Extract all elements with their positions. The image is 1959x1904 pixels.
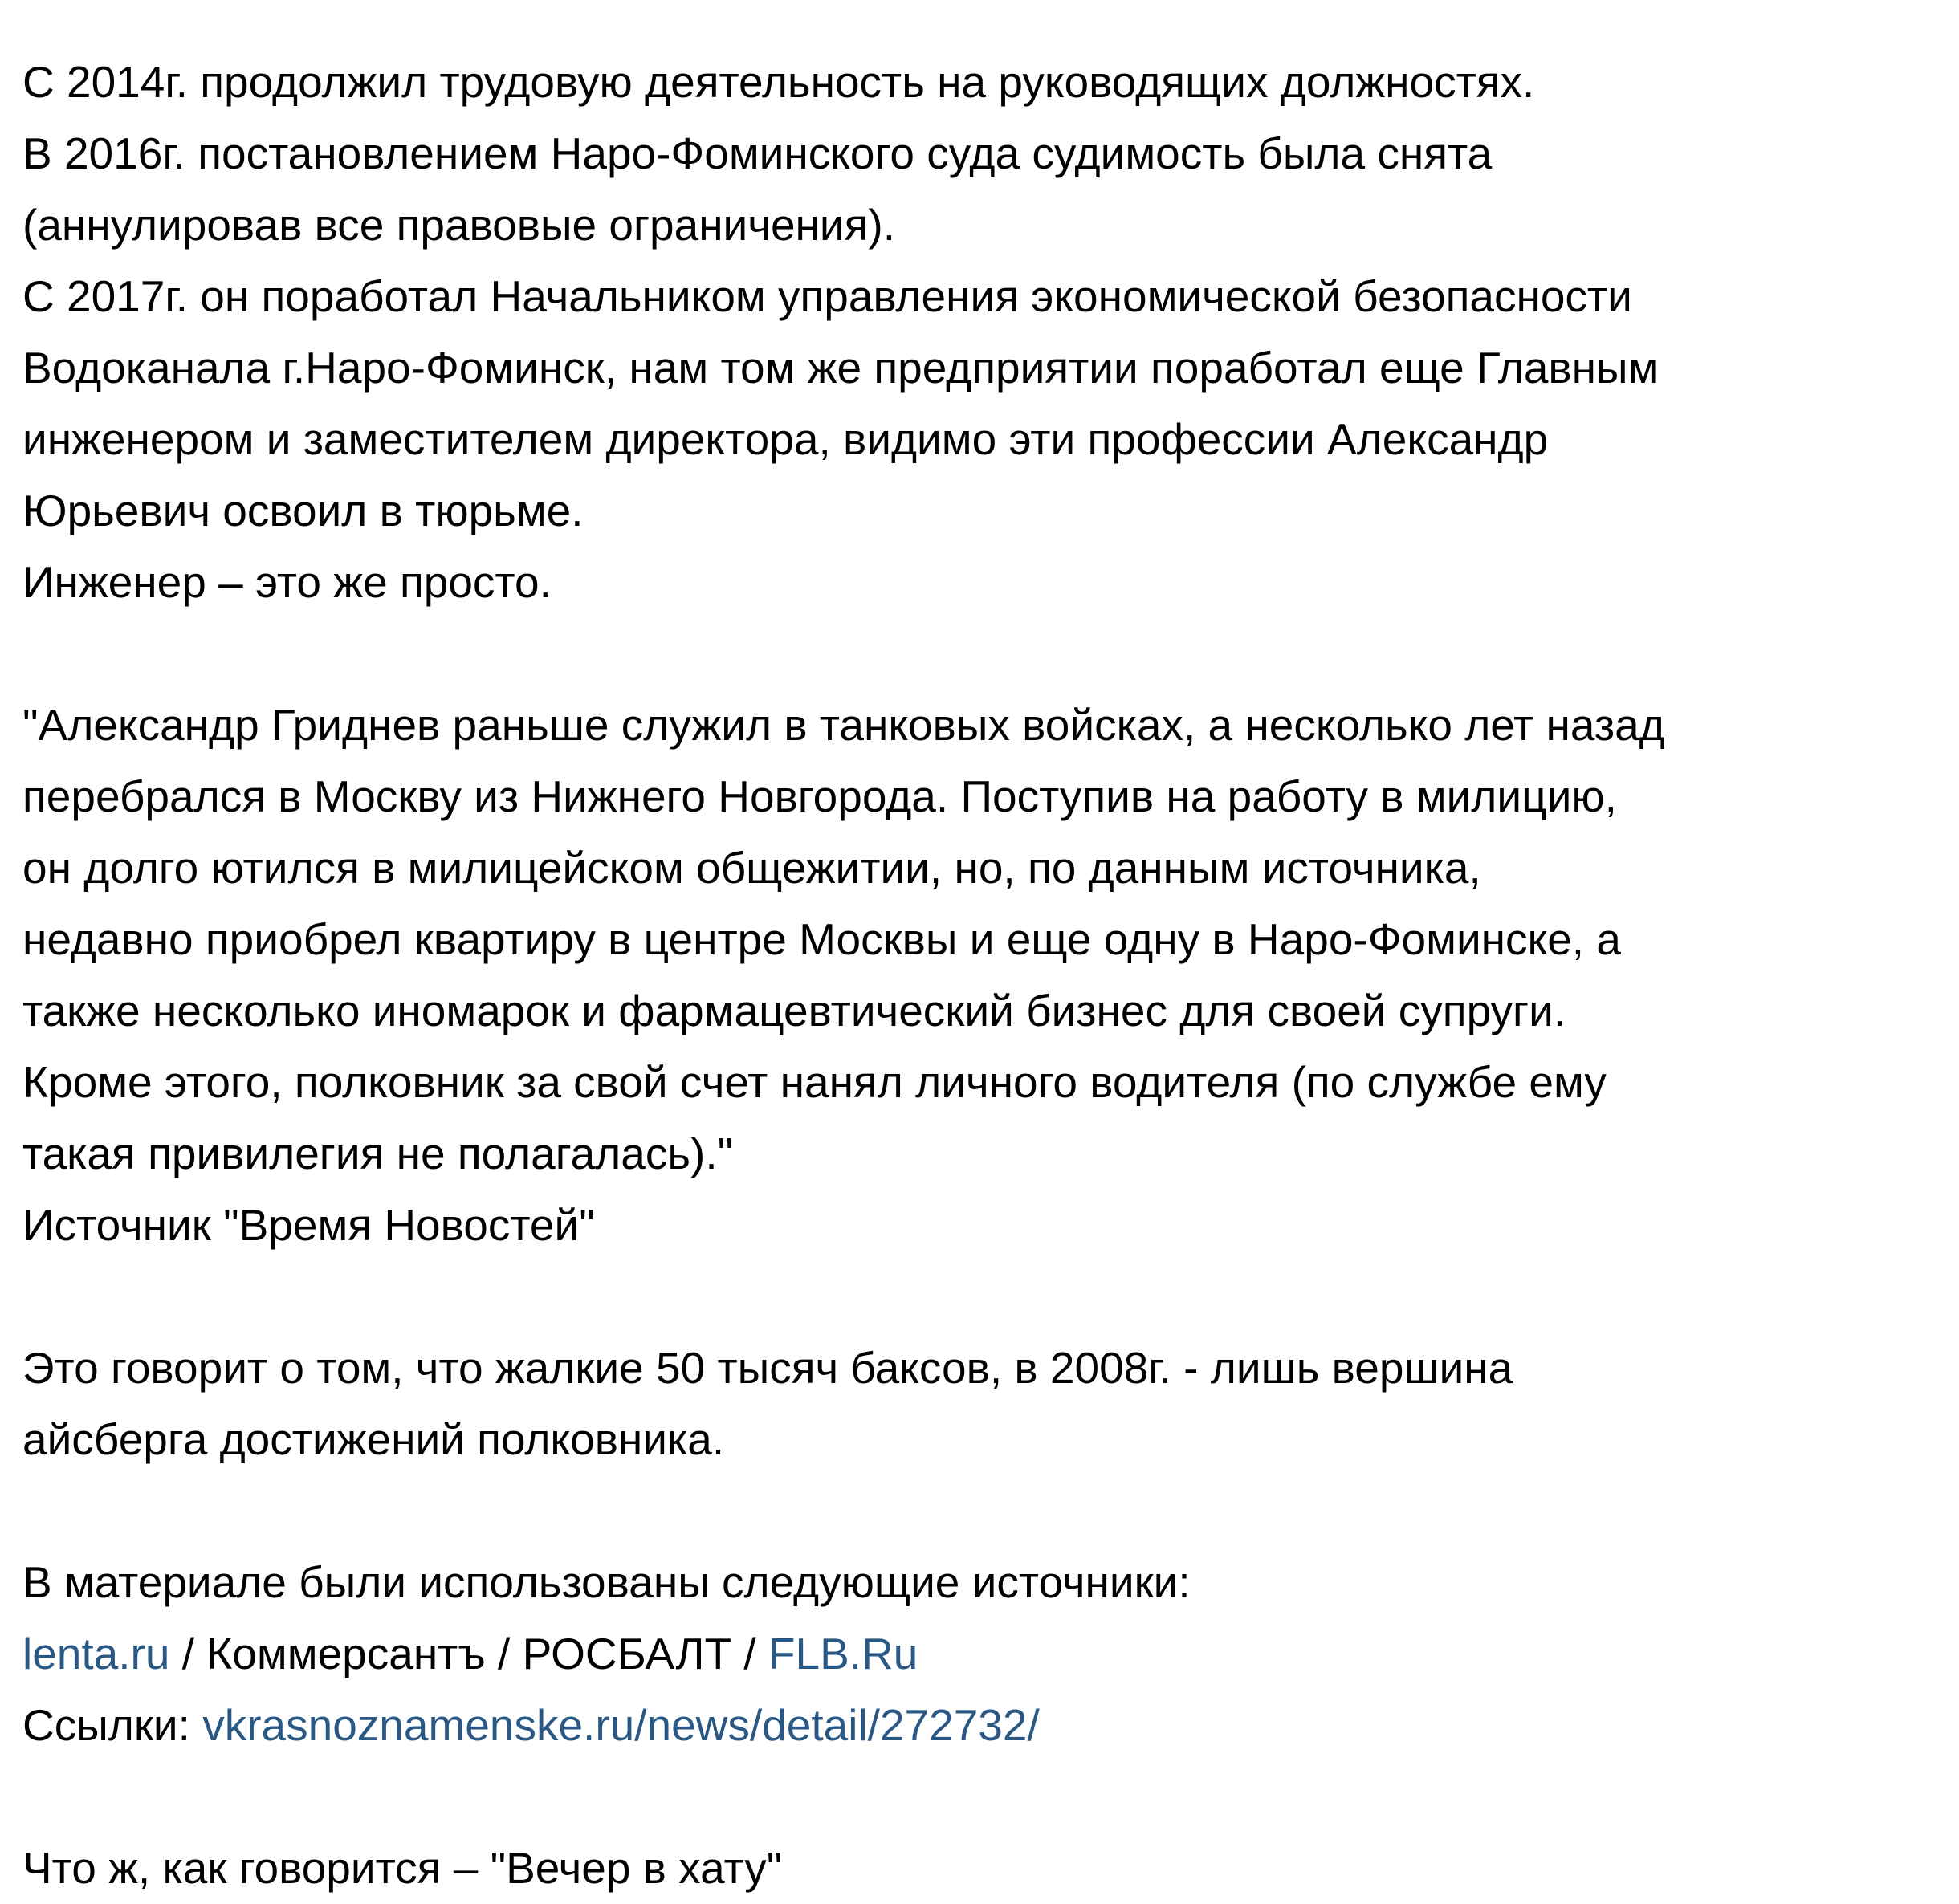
post-line: Водоканала г.Наро-Фоминск, нам том же предприятии поработал еще Главным (22, 343, 1659, 393)
quote-source-line: Источник "Время Новостей" (22, 1200, 595, 1250)
post-line: Юрьевич освоил в тюрьме. (22, 486, 584, 535)
post-text (22, 47, 1949, 1904)
quote-line: такая привилегия не полагалась)." (22, 1129, 734, 1178)
post-line: Это говорит о том, что жалкие 50 тысяч баксов, в 2008г. - лишь вершина (22, 1343, 1513, 1393)
link-flb[interactable]: FLB.Ru (768, 1629, 918, 1678)
paragraph-gap (22, 1475, 1949, 1547)
paragraph-gap (22, 618, 1949, 690)
post-line: инженером и заместителем директора, видимо эти профессии Александр (22, 414, 1549, 464)
post-line: Инженер – это же просто. (22, 557, 552, 607)
sources-line (22, 1618, 1949, 1690)
quote-line: перебрался в Москву из Нижнего Новгорода. Поступив на работу в милицию, (22, 771, 1617, 821)
links-line (22, 1690, 1949, 1761)
quote-line: также несколько иномарок и фармацевтический бизнес для своей супруги. (22, 986, 1566, 1035)
paragraph-gap (22, 1761, 1949, 1833)
link-vkrasnoznamenske[interactable]: vkrasnoznamenske.ru/news/detail/272732/ (202, 1700, 1040, 1750)
quote-line: он долго ютился в милицейском общежитии, но, по данным источника, (22, 843, 1481, 893)
sources-intro: В материале были использованы следующие источники: (22, 1557, 1191, 1607)
post-line: (аннулировав все правовые ограничения). (22, 200, 896, 250)
links-label: Ссылки: (22, 1700, 203, 1750)
quote-line: Кроме этого, полковник за свой счет нанял личного водителя (по службе ему (22, 1057, 1607, 1107)
post-line: В 2016г. постановлением Наро-Фоминского суда судимость была снята (22, 128, 1493, 178)
post-line: С 2014г. продолжил трудовую деятельность на руководящих должностях. (22, 57, 1535, 107)
post-line: С 2017г. он поработал Начальником управления экономической безопасности (22, 271, 1632, 321)
post-line: айсберга достижений полковника. (22, 1414, 725, 1464)
quote-line: "Александр Гриднев раньше служил в танковых войсках, а несколько лет назад (22, 700, 1665, 750)
closing-line: Что ж, как говорится – "Вечер в хату" (22, 1843, 783, 1893)
paragraph-gap (22, 1261, 1949, 1332)
quote-line: недавно приобрел квартиру в центре Москвы и еще одну в Наро-Фоминске, а (22, 914, 1621, 964)
link-lenta[interactable]: lenta.ru (22, 1629, 170, 1678)
sources-separator: / Коммерсантъ / РОСБАЛТ / (169, 1629, 768, 1678)
